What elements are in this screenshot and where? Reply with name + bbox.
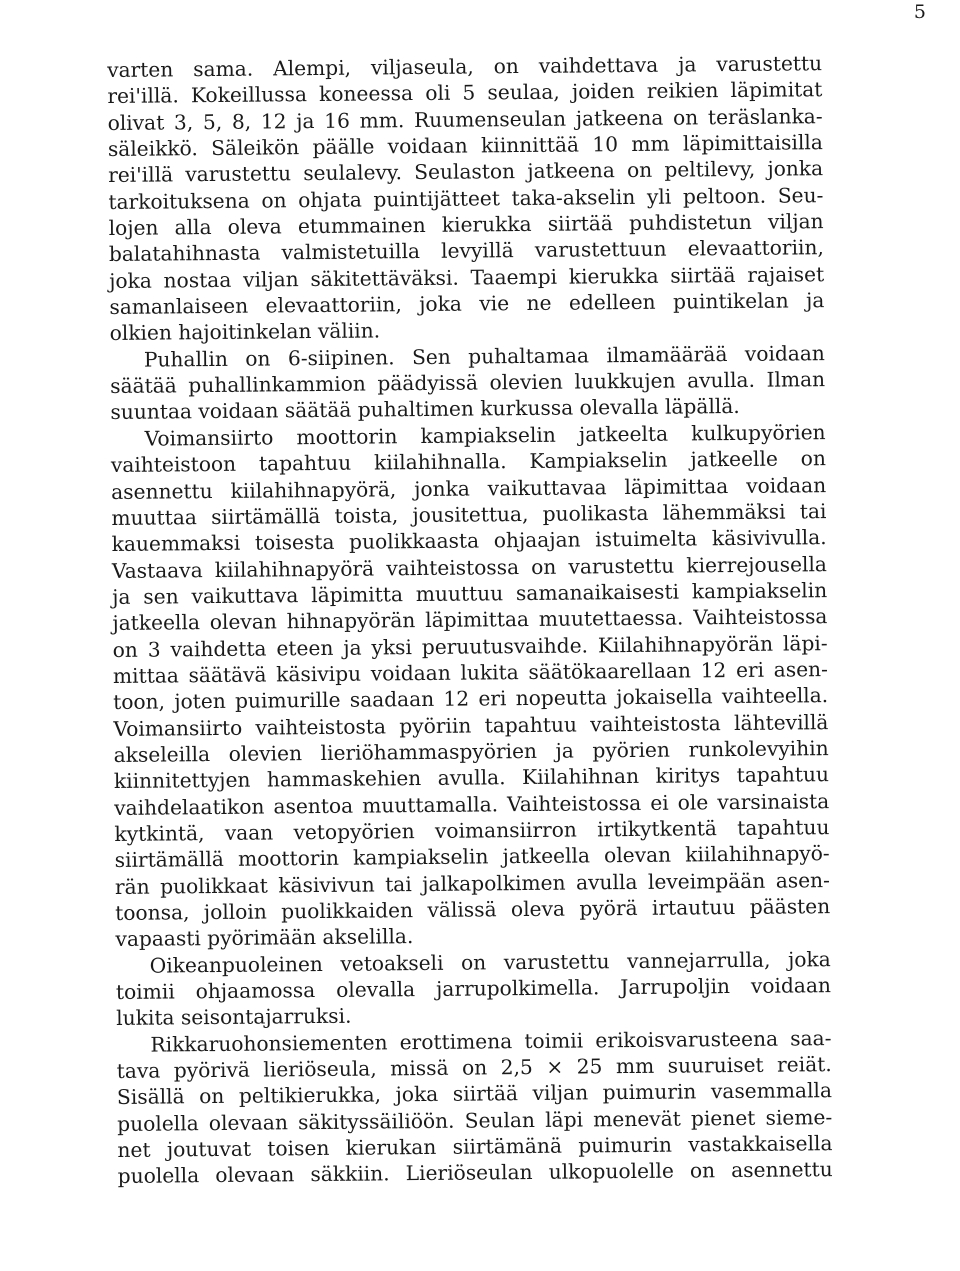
text-line: kauemmaksi toisesta puolikkaasta ohjaajan istuimelta käsivivulla. xyxy=(111,525,827,557)
text-line: vaihdelaatikon asentoa muuttamalla. Vaihteistossa ei ole varsinaista xyxy=(114,788,830,820)
text-line: Vastaava kiilahihnapyörä vaihteistossa on varustettu kierrejousella xyxy=(111,551,828,583)
text-line: on 3 vaihdetta eteen ja yksi peruutusvaihde. Kiilahihnapyörän läpi- xyxy=(112,630,828,662)
text-line: samanlaiseen elevaattoriin, joka vie ne edelleen puintikelan ja xyxy=(109,288,825,320)
text-line: säleikkö. Säleikön päälle voidaan kiinnittää 10 mm läpimittaisilla xyxy=(107,130,823,162)
page-number: 5 xyxy=(913,1,926,23)
text-line: säätää puhallinkammion päädyissä olevien luukkujen avulla. Ilman xyxy=(110,367,826,399)
text-line: siirtämällä moottorin kampiakselin jatkeella olevan kiilahihnapyö- xyxy=(114,841,830,873)
text-line: joka nostaa viljan säkitettäväksi. Taaempi kierukka siirtää rajaiset xyxy=(109,261,825,293)
text-line: asennettu kiilahihnapyörä, jonka vaikuttavaa läpimittaa voidaan xyxy=(111,472,827,504)
text-line: ja sen vaikuttava läpimitta muuttuu samanaikaisesti kampiakselin xyxy=(112,577,828,609)
text-line: tava pyörivä lieriöseula, missä on 2,5 × 25 mm suuruiset reiät. xyxy=(116,1052,832,1084)
text-line: toimii ohjaamossa olevalla jarrupolkimella. Jarrupoljin voidaan xyxy=(115,973,832,1004)
text-line: toon, joten puimurille saadaan 12 eri nopeutta jokaisella vaihteella. xyxy=(113,683,829,715)
text-line: Puhallin on 6-siipinen. Sen puhaltamaa ilmamäärää voidaan xyxy=(143,340,825,372)
text-line: puolella olevaan säkkiin. Lieriöseulan ulkopuolelle on asennettu xyxy=(117,1157,833,1189)
text-line: kytkintä, vaan vetopyörien voimansiirron irtikytkentä tapahtuu xyxy=(114,815,830,846)
text-line: toonsa, jolloin puolikkaiden välissä oleva pyörä irtautuu päästen xyxy=(115,894,831,925)
text-line: Voimansiirto moottorin kampiakselin jatkeelta kulkupyörien xyxy=(144,419,826,451)
text-line: Rikkaruohonsiementen erottimena toimii erikoisvarusteena saa- xyxy=(150,1025,832,1057)
text-line: vaihteistoon tapahtuu kiilahihnalla. Kampiakselin jatkeelle on xyxy=(110,446,827,478)
text-line: lukita seisontajarruksi. xyxy=(116,1004,352,1031)
text-line: varten sama. Alempi, viljaseula, on vaihdettava ja varustettu xyxy=(107,51,823,82)
text-line: mittaa säätävä käsivipu voidaan lukita säätökaarellaan 12 eri asen- xyxy=(112,657,829,688)
text-line: rei'illä. Kokeillussa koneessa oli 5 seulaa, joiden reikien läpimitat xyxy=(107,77,823,109)
text-line: olkien hajoitinkelan väliin. xyxy=(109,318,381,346)
text-line: Oikeanpuoleinen vetoakseli on varustettu vannejarrulla, joka xyxy=(149,946,831,978)
text-line: akseleilla olevien lieriöhammaspyörien ja pyörien runkolevyihin xyxy=(113,736,829,767)
text-line: rei'illä varustettu seulalevy. Seulaston jatkeena on peltilevy, jonka xyxy=(108,156,824,188)
text-line: puolella olevaan säkityssäiliöön. Seulan läpi menevät pienet sieme- xyxy=(117,1104,833,1136)
text-line: muuttaa siirtämällä toista, jousitettua, puolikasta lähemmäksi tai xyxy=(111,498,827,530)
text-line: Sisällä on peltikierukka, joka siirtää viljan puimurin vasemmalla xyxy=(116,1078,833,1110)
text-line: kiinnitettyjen hammaskehien avulla. Kiilahihnan kiritys tapahtuu xyxy=(113,762,830,794)
body-text xyxy=(107,50,833,1190)
text-line: tarkoituksena on ohjata puintijätteet taka-akselin yli peltoon. Seu- xyxy=(108,182,824,214)
text-line: suuntaa voidaan säätää puhaltimen kurkussa olevalla läpällä. xyxy=(110,394,740,425)
text-line: olivat 3, 5, 8, 12 ja 16 mm. Ruumenseulan jatkeena on teräslanka- xyxy=(107,103,823,135)
text-line: jatkeella olevan hihnapyörän läpimittaa muutettaessa. Vaihteistossa xyxy=(112,604,828,636)
text-line: net joutuvat toisen kierukan siirtämänä puimurin vastakkaisella xyxy=(117,1131,833,1163)
text-line: rän puolikkaat käsivivun tai jalkapolkimen avulla leveimpään asen- xyxy=(114,867,831,899)
text-line: balatahihnasta valmistetuilla levyillä varustettuun elevaattoriin, xyxy=(108,235,824,267)
text-line: lojen alla oleva etummainen kierukka siirtää puhdistetun viljan xyxy=(108,209,824,241)
text-line: vapaasti pyörimään akselilla. xyxy=(115,924,414,952)
text-line: Voimansiirto vaihteistosta pyöriin tapahtuu vaihteistosta lähtevillä xyxy=(113,709,829,741)
